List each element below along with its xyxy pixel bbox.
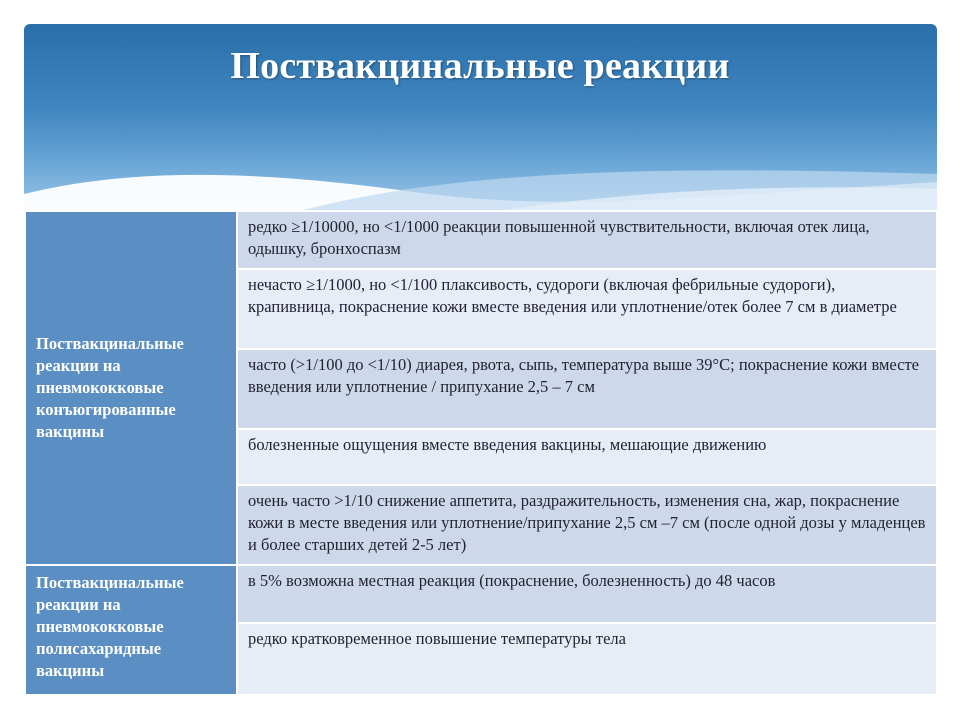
table-cell: в 5% возможна местная реакция (покраснение, болезненность) до 48 часов <box>237 565 937 623</box>
table-cell: болезненные ощущения вместе введения вакцины, мешающие движению <box>237 429 937 485</box>
table-cell: редко ≥1/10000, но <1/1000 реакции повышенной чувствительности, включая отек лица, одышку, бронхоспазм <box>237 211 937 269</box>
group-label-polysaccharide: Поствакцинальные реакции на пневмококковые полисахаридные вакцины <box>25 565 237 695</box>
table-row <box>25 211 937 269</box>
table-cell: очень часто >1/10 снижение аппетита, раздражительность, изменения сна, жар, покраснение кожи в месте введения или уплотнение/припухание 2,5 см –7 см (после одной дозы у младенцев и более старших детей 2-5 лет) <box>237 485 937 565</box>
reactions-table <box>24 210 938 696</box>
table-cell: часто (>1/100 до <1/10) диарея, рвота, сыпь, температура выше 39°С; покраснение кожи вместе введения или уплотнение / припухание 2,5 – 7 см <box>237 349 937 429</box>
table-row <box>25 565 937 623</box>
table-cell: нечасто ≥1/1000, но <1/100 плаксивость, судороги (включая фебрильные судороги), крапивница, покраснение кожи вместе введения или уплотнение/отек более 7 см в диаметре <box>237 269 937 349</box>
table-cell: редко кратковременное повышение температуры тела <box>237 623 937 695</box>
page-title: Поствакцинальные реакции <box>230 45 730 87</box>
group-label-conjugate: Поствакцинальные реакции на пневмококковые конъюгированные вакцины <box>25 211 237 565</box>
